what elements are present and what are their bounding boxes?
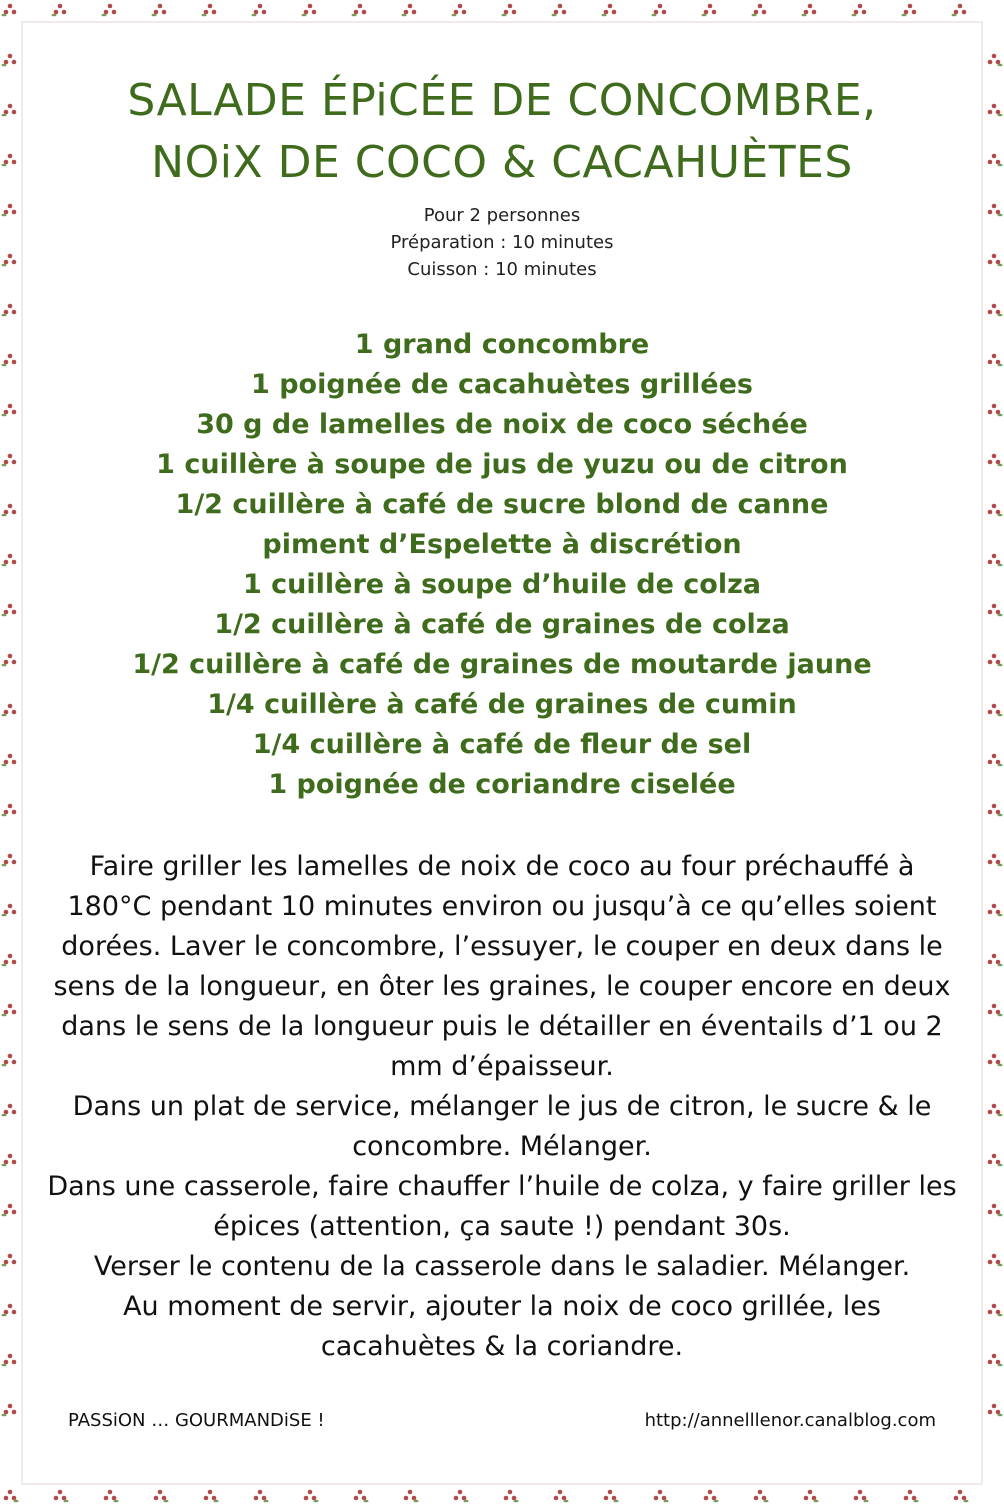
flower-cluster-icon	[902, 4, 917, 17]
flower-cluster-icon	[988, 504, 1003, 517]
flower-cluster-icon	[988, 854, 1003, 867]
flower-cluster-icon	[2, 904, 17, 917]
flower-cluster-icon	[2, 454, 17, 467]
flower-cluster-icon	[202, 4, 217, 17]
ingredient-list	[40, 325, 964, 805]
flower-cluster-icon	[752, 4, 767, 17]
flower-cluster-icon	[2, 554, 17, 567]
flower-cluster-icon	[954, 1490, 969, 1503]
flower-cluster-icon	[2, 304, 17, 317]
flower-cluster-icon	[2, 1154, 17, 1167]
recipe-meta	[40, 202, 964, 283]
ingredient-item: 1/2 cuillère à café de sucre blond de canne	[175, 489, 829, 520]
flower-cluster-icon	[152, 4, 167, 17]
flower-cluster-icon	[988, 1054, 1003, 1067]
flower-cluster-icon	[204, 1490, 219, 1503]
flower-cluster-icon	[154, 1490, 169, 1503]
flower-cluster-icon	[352, 4, 367, 17]
flower-cluster-icon	[554, 1490, 569, 1503]
flower-cluster-icon	[988, 354, 1003, 367]
flower-cluster-icon	[2, 804, 17, 817]
flower-cluster-icon	[988, 554, 1003, 567]
flower-cluster-icon	[988, 654, 1003, 667]
flower-cluster-icon	[702, 4, 717, 17]
flower-cluster-icon	[602, 4, 617, 17]
flower-cluster-icon	[2, 1354, 17, 1367]
flower-cluster-icon	[988, 1154, 1003, 1167]
title-line-1: SALADE ÉPiCÉE DE CONCOMBRE,	[127, 75, 877, 126]
instruction-step: Faire griller les lamelles de noix de coco au four préchauffé à 180°C pendant 10 minutes environ ou jusqu’à ce qu’elles soient dorées. Laver le concombre, l’essuyer, le couper en deux dans le sens de la longueur, en ôter les graines, le couper encore en deux dans le sens de la longueur puis le détailler en éventails d’1 ou 2 mm d’épaisseur.	[53, 851, 951, 1082]
preparation-text: Préparation : 10 minutes	[390, 232, 614, 253]
flower-cluster-icon	[452, 4, 467, 17]
flower-cluster-icon	[454, 1490, 469, 1503]
ingredient-item: 1 cuillère à soupe de jus de yuzu ou de citron	[156, 449, 848, 480]
flower-cluster-icon	[988, 604, 1003, 617]
instruction-step: Au moment de servir, ajouter la noix de coco grillée, les cacahuètes & la coriandre.	[123, 1291, 881, 1362]
flower-cluster-icon	[804, 1490, 819, 1503]
flower-cluster-icon	[988, 204, 1003, 217]
recipe-title	[40, 70, 964, 194]
flower-cluster-icon	[654, 1490, 669, 1503]
flower-cluster-icon	[988, 704, 1003, 717]
flower-cluster-icon	[988, 54, 1003, 67]
flower-cluster-icon	[988, 1004, 1003, 1017]
flower-cluster-icon	[2, 1304, 17, 1317]
ingredient-item: 1 poignée de coriandre ciselée	[268, 769, 736, 800]
flower-cluster-icon	[904, 1490, 919, 1503]
ingredient-item: 30 g de lamelles de noix de coco séchée	[196, 409, 808, 440]
flower-cluster-icon	[854, 1490, 869, 1503]
flower-cluster-icon	[988, 1254, 1003, 1267]
flower-cluster-icon	[2, 204, 17, 217]
flower-cluster-icon	[2, 604, 17, 617]
flower-cluster-icon	[104, 1490, 119, 1503]
flower-cluster-icon	[2, 954, 17, 967]
instruction-step: Dans une casserole, faire chauffer l’huile de colza, y faire griller les épices (attention, ça saute !) pendant 30s.	[47, 1171, 957, 1242]
flower-cluster-icon	[988, 804, 1003, 817]
flower-cluster-icon	[2, 104, 17, 117]
flower-cluster-icon	[704, 1490, 719, 1503]
flower-cluster-icon	[988, 104, 1003, 117]
flower-cluster-icon	[304, 1490, 319, 1503]
instruction-step: Verser le contenu de la casserole dans le saladier. Mélanger.	[93, 1251, 911, 1282]
flower-cluster-icon	[988, 1304, 1003, 1317]
ingredient-item: 1/4 cuillère à café de graines de cumin	[207, 689, 797, 720]
flower-cluster-icon	[2, 1404, 17, 1417]
flower-cluster-icon	[2, 254, 17, 267]
flower-cluster-icon	[802, 4, 817, 17]
flower-cluster-icon	[988, 954, 1003, 967]
flower-cluster-icon	[404, 1490, 419, 1503]
flower-cluster-icon	[2, 1004, 17, 1017]
flower-cluster-icon	[2, 54, 17, 67]
flower-cluster-icon	[52, 4, 67, 17]
flower-cluster-icon	[254, 1490, 269, 1503]
flower-cluster-icon	[2, 154, 17, 167]
footer-url: http://annelllenor.canalblog.com	[644, 1410, 936, 1431]
instructions	[40, 847, 964, 1367]
flower-cluster-icon	[2, 504, 17, 517]
flower-cluster-icon	[552, 4, 567, 17]
flower-cluster-icon	[988, 904, 1003, 917]
flower-cluster-icon	[302, 4, 317, 17]
flower-cluster-icon	[988, 304, 1003, 317]
flower-cluster-icon	[2, 1104, 17, 1117]
ingredient-item: 1 poignée de cacahuètes grillées	[251, 369, 753, 400]
ingredient-item: 1/2 cuillère à café de graines de colza	[214, 609, 790, 640]
flower-cluster-icon	[2, 754, 17, 767]
flower-cluster-icon	[988, 1104, 1003, 1117]
flower-cluster-icon	[2, 354, 17, 367]
flower-cluster-icon	[852, 4, 867, 17]
flower-cluster-icon	[502, 4, 517, 17]
ingredient-item: 1 cuillère à soupe d’huile de colza	[242, 569, 762, 600]
footer-tagline: PASSiON … GOURMANDiSE !	[68, 1410, 325, 1431]
flower-cluster-icon	[2, 404, 17, 417]
ingredient-item: 1/4 cuillère à café de fleur de sel	[252, 729, 752, 760]
flower-cluster-icon	[652, 4, 667, 17]
flower-cluster-icon	[952, 4, 967, 17]
cooking-text: Cuisson : 10 minutes	[407, 259, 597, 280]
title-line-2: NOiX DE COCO & CACAHUÈTES	[151, 137, 853, 188]
flower-cluster-icon	[4, 1490, 19, 1503]
flower-cluster-icon	[988, 254, 1003, 267]
flower-cluster-icon	[2, 704, 17, 717]
flower-cluster-icon	[402, 4, 417, 17]
ingredient-item: 1 grand concombre	[354, 329, 650, 360]
flower-cluster-icon	[2, 1254, 17, 1267]
instruction-step: Dans un plat de service, mélanger le jus de citron, le sucre & le concombre. Mélanger.	[72, 1091, 932, 1162]
flower-cluster-icon	[988, 404, 1003, 417]
flower-cluster-icon	[988, 454, 1003, 467]
recipe-card	[40, 70, 964, 1367]
flower-cluster-icon	[252, 4, 267, 17]
flower-cluster-icon	[988, 1204, 1003, 1217]
ingredient-item: piment d’Espelette à discrétion	[262, 529, 742, 560]
flower-cluster-icon	[988, 154, 1003, 167]
flower-cluster-icon	[604, 1490, 619, 1503]
flower-cluster-icon	[988, 754, 1003, 767]
flower-cluster-icon	[354, 1490, 369, 1503]
flower-cluster-icon	[2, 4, 17, 17]
flower-cluster-icon	[2, 1204, 17, 1217]
flower-cluster-icon	[754, 1490, 769, 1503]
flower-cluster-icon	[2, 654, 17, 667]
flower-cluster-icon	[504, 1490, 519, 1503]
flower-cluster-icon	[2, 854, 17, 867]
flower-cluster-icon	[54, 1490, 69, 1503]
flower-cluster-icon	[102, 4, 117, 17]
flower-cluster-icon	[988, 1404, 1003, 1417]
ingredient-item: 1/2 cuillère à café de graines de moutarde jaune	[132, 649, 872, 680]
servings-text: Pour 2 personnes	[423, 205, 581, 226]
flower-cluster-icon	[988, 1354, 1003, 1367]
flower-cluster-icon	[2, 1054, 17, 1067]
